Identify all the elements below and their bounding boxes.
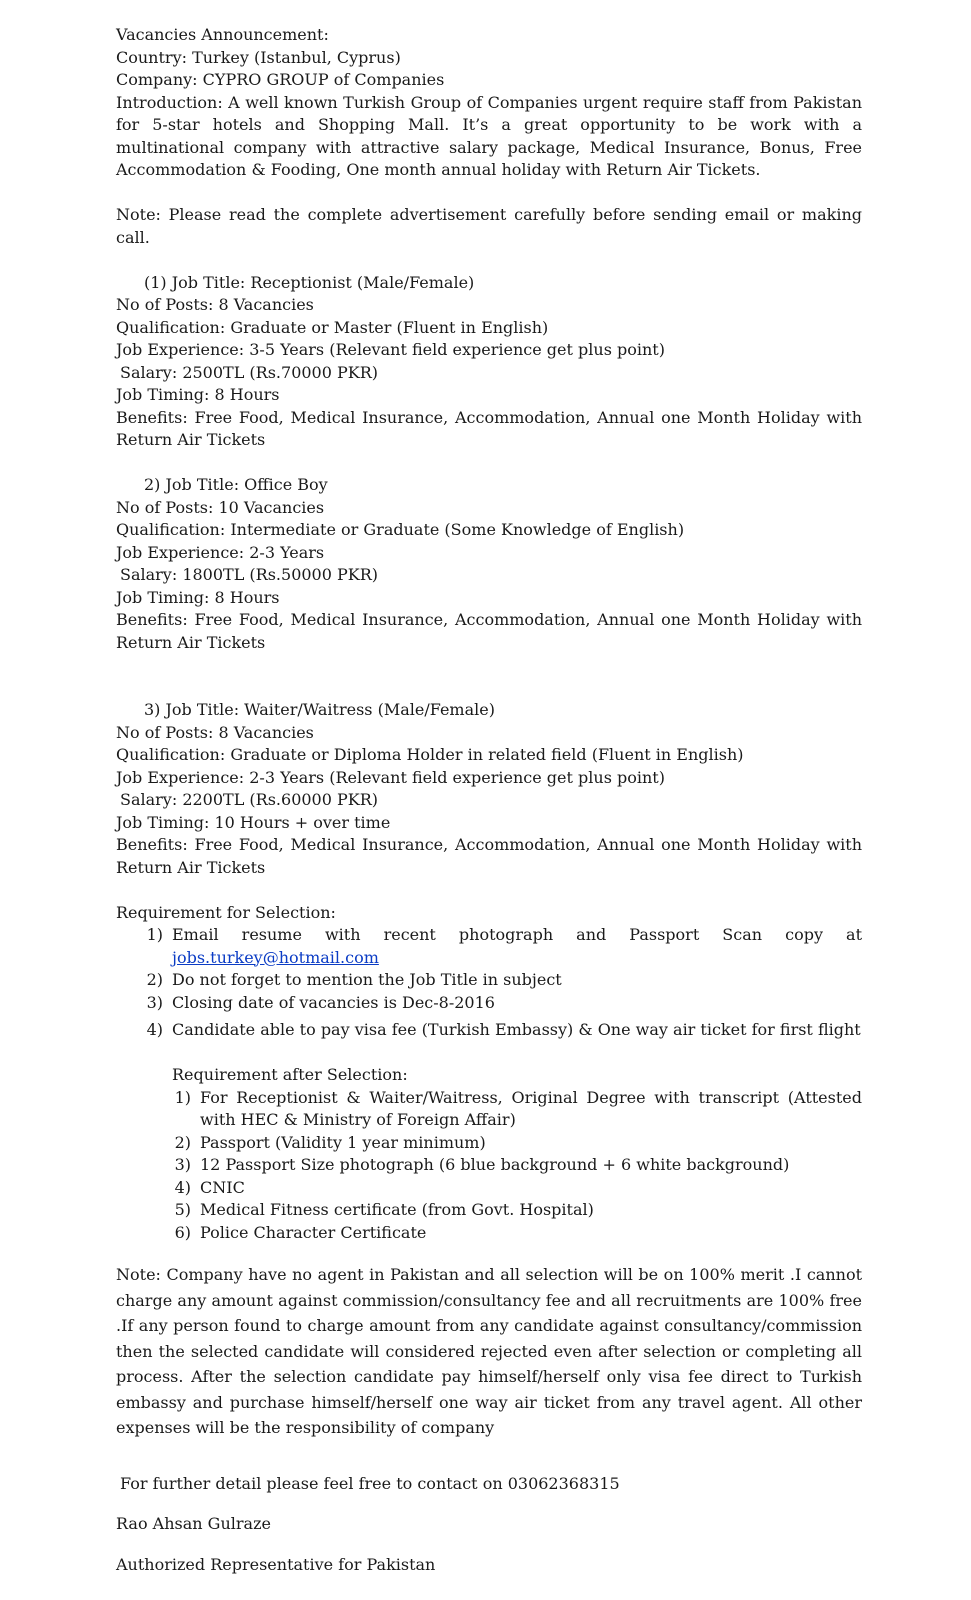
- list-item: [116, 992, 862, 1015]
- list-number: 3): [174, 1155, 191, 1174]
- list-number: 5): [174, 1200, 191, 1219]
- list-number: 4): [146, 1020, 163, 1039]
- list-number: 6): [174, 1222, 191, 1242]
- list-number: 1): [146, 925, 163, 944]
- job-salary: Salary: 2500TL (Rs.70000 PKR): [120, 362, 378, 382]
- job-experience: Job Experience: 2-3 Years: [116, 542, 325, 562]
- country-line: Country: Turkey (Istanbul, Cyprus): [116, 47, 401, 67]
- announcement-title: Vacancies Announcement:: [116, 25, 329, 44]
- list-text: 12 Passport Size photograph (6 blue background + 6 white background): [200, 1155, 790, 1174]
- job-block-waiter: [116, 699, 862, 879]
- after-selection-list: [116, 1087, 862, 1245]
- after-selection-heading: Requirement after Selection:: [172, 1065, 408, 1084]
- contact-line: For further detail please feel free to contact on 03062368315: [120, 1473, 620, 1493]
- job-timing: Job Timing: 10 Hours + over time: [116, 812, 391, 832]
- selection-heading: Requirement for Selection:: [116, 902, 336, 922]
- list-text: Candidate able to pay visa fee (Turkish Embassy) & One way air ticket for first flight: [172, 1020, 861, 1039]
- list-number: 1): [174, 1087, 191, 1107]
- list-item: [116, 1132, 862, 1155]
- representative-role: Authorized Representative for Pakistan: [116, 1554, 436, 1574]
- job-posts: No of Posts: 8 Vacancies: [116, 722, 314, 742]
- list-item: [116, 1087, 862, 1132]
- job-qualification: Qualification: Graduate or Diploma Holder in related field (Fluent in English): [116, 745, 744, 764]
- job-benefits: Benefits: Free Food, Medical Insurance, Accommodation, Annual one Month Holiday with Return Air Tickets: [116, 835, 862, 877]
- job-salary: Salary: 1800TL (Rs.50000 PKR): [120, 565, 378, 584]
- list-text: For Receptionist & Waiter/Waitress, Original Degree with transcript (Attested with HEC & Ministry of Foreign Affair): [200, 1087, 862, 1129]
- job-title: (1) Job Title: Receptionist (Male/Female): [144, 272, 475, 292]
- job-experience: Job Experience: 2-3 Years (Relevant field experience get plus point): [116, 767, 665, 787]
- note-no-agent: Note: Company have no agent in Pakistan and all selection will be on 100% merit .I cannot charge any amount against commission/consultancy fee and all recruitments are 100% free .If any person found to charge amount from any candidate against consultancy/commission then the selected candidate will considered rejected even after selection or completing all process. After the selection candidate pay himself/herself only visa fee direct to Turkish embassy and purchase himself/herself one way air ticket from any travel agent. All other expenses will be the responsibility of company: [116, 1265, 862, 1437]
- list-text: Passport (Validity 1 year minimum): [200, 1132, 486, 1152]
- job-posts: No of Posts: 8 Vacancies: [116, 295, 314, 314]
- job-experience: Job Experience: 3-5 Years (Relevant field experience get plus point): [116, 340, 665, 359]
- note-read-carefully: Note: Please read the complete advertisement carefully before sending email or making call.: [116, 205, 862, 247]
- list-text: Medical Fitness certificate (from Govt. Hospital): [200, 1200, 594, 1219]
- job-salary: Salary: 2200TL (Rs.60000 PKR): [120, 790, 378, 809]
- list-text: Police Character Certificate: [200, 1222, 427, 1242]
- list-item: [116, 1019, 862, 1042]
- company-line: Company: CYPRO GROUP of Companies: [116, 70, 445, 89]
- list-text: CNIC: [200, 1177, 245, 1197]
- list-text: Closing date of vacancies is Dec-8-2016: [172, 992, 495, 1012]
- list-number: 4): [174, 1177, 191, 1197]
- job-qualification: Qualification: Graduate or Master (Fluent in English): [116, 317, 549, 337]
- list-text: Do not forget to mention the Job Title in subject: [172, 970, 562, 989]
- job-timing: Job Timing: 8 Hours: [116, 587, 280, 607]
- job-timing: Job Timing: 8 Hours: [116, 385, 280, 404]
- job-posts: No of Posts: 10 Vacancies: [116, 497, 325, 517]
- list-text: Email resume with recent photograph and Passport Scan copy at: [172, 925, 862, 944]
- job-benefits: Benefits: Free Food, Medical Insurance, Accommodation, Annual one Month Holiday with Return Air Tickets: [116, 407, 862, 449]
- list-item: [116, 1222, 862, 1245]
- job-block-office-boy: [116, 474, 862, 654]
- list-item: [116, 1177, 862, 1200]
- selection-list: [116, 924, 862, 1042]
- list-item: [116, 924, 862, 969]
- email-link[interactable]: jobs.turkey@hotmail.com: [172, 947, 379, 967]
- introduction-paragraph: Introduction: A well known Turkish Group of Companies urgent require staff from Pakistan for 5-star hotels and Shopping Mall. It’s a great opportunity to be work with a multinational company with attractive salary package, Medical Insurance, Bonus, Free Accommodation & Fooding, One month annual holiday with Return Air Tickets.: [116, 92, 862, 179]
- list-number: 3): [146, 992, 163, 1012]
- list-item: [116, 969, 862, 992]
- list-number: 2): [146, 970, 163, 989]
- job-title: 2) Job Title: Office Boy: [144, 475, 328, 494]
- list-item: [116, 1154, 862, 1177]
- job-block-receptionist: [116, 272, 862, 452]
- list-item: [116, 1199, 862, 1222]
- representative-name: Rao Ahsan Gulraze: [116, 1514, 271, 1533]
- document-page: [116, 24, 862, 1576]
- list-number: 2): [174, 1132, 191, 1152]
- job-benefits: Benefits: Free Food, Medical Insurance, Accommodation, Annual one Month Holiday with Return Air Tickets: [116, 610, 862, 652]
- job-title: 3) Job Title: Waiter/Waitress (Male/Female): [144, 700, 495, 719]
- job-qualification: Qualification: Intermediate or Graduate (Some Knowledge of English): [116, 520, 685, 539]
